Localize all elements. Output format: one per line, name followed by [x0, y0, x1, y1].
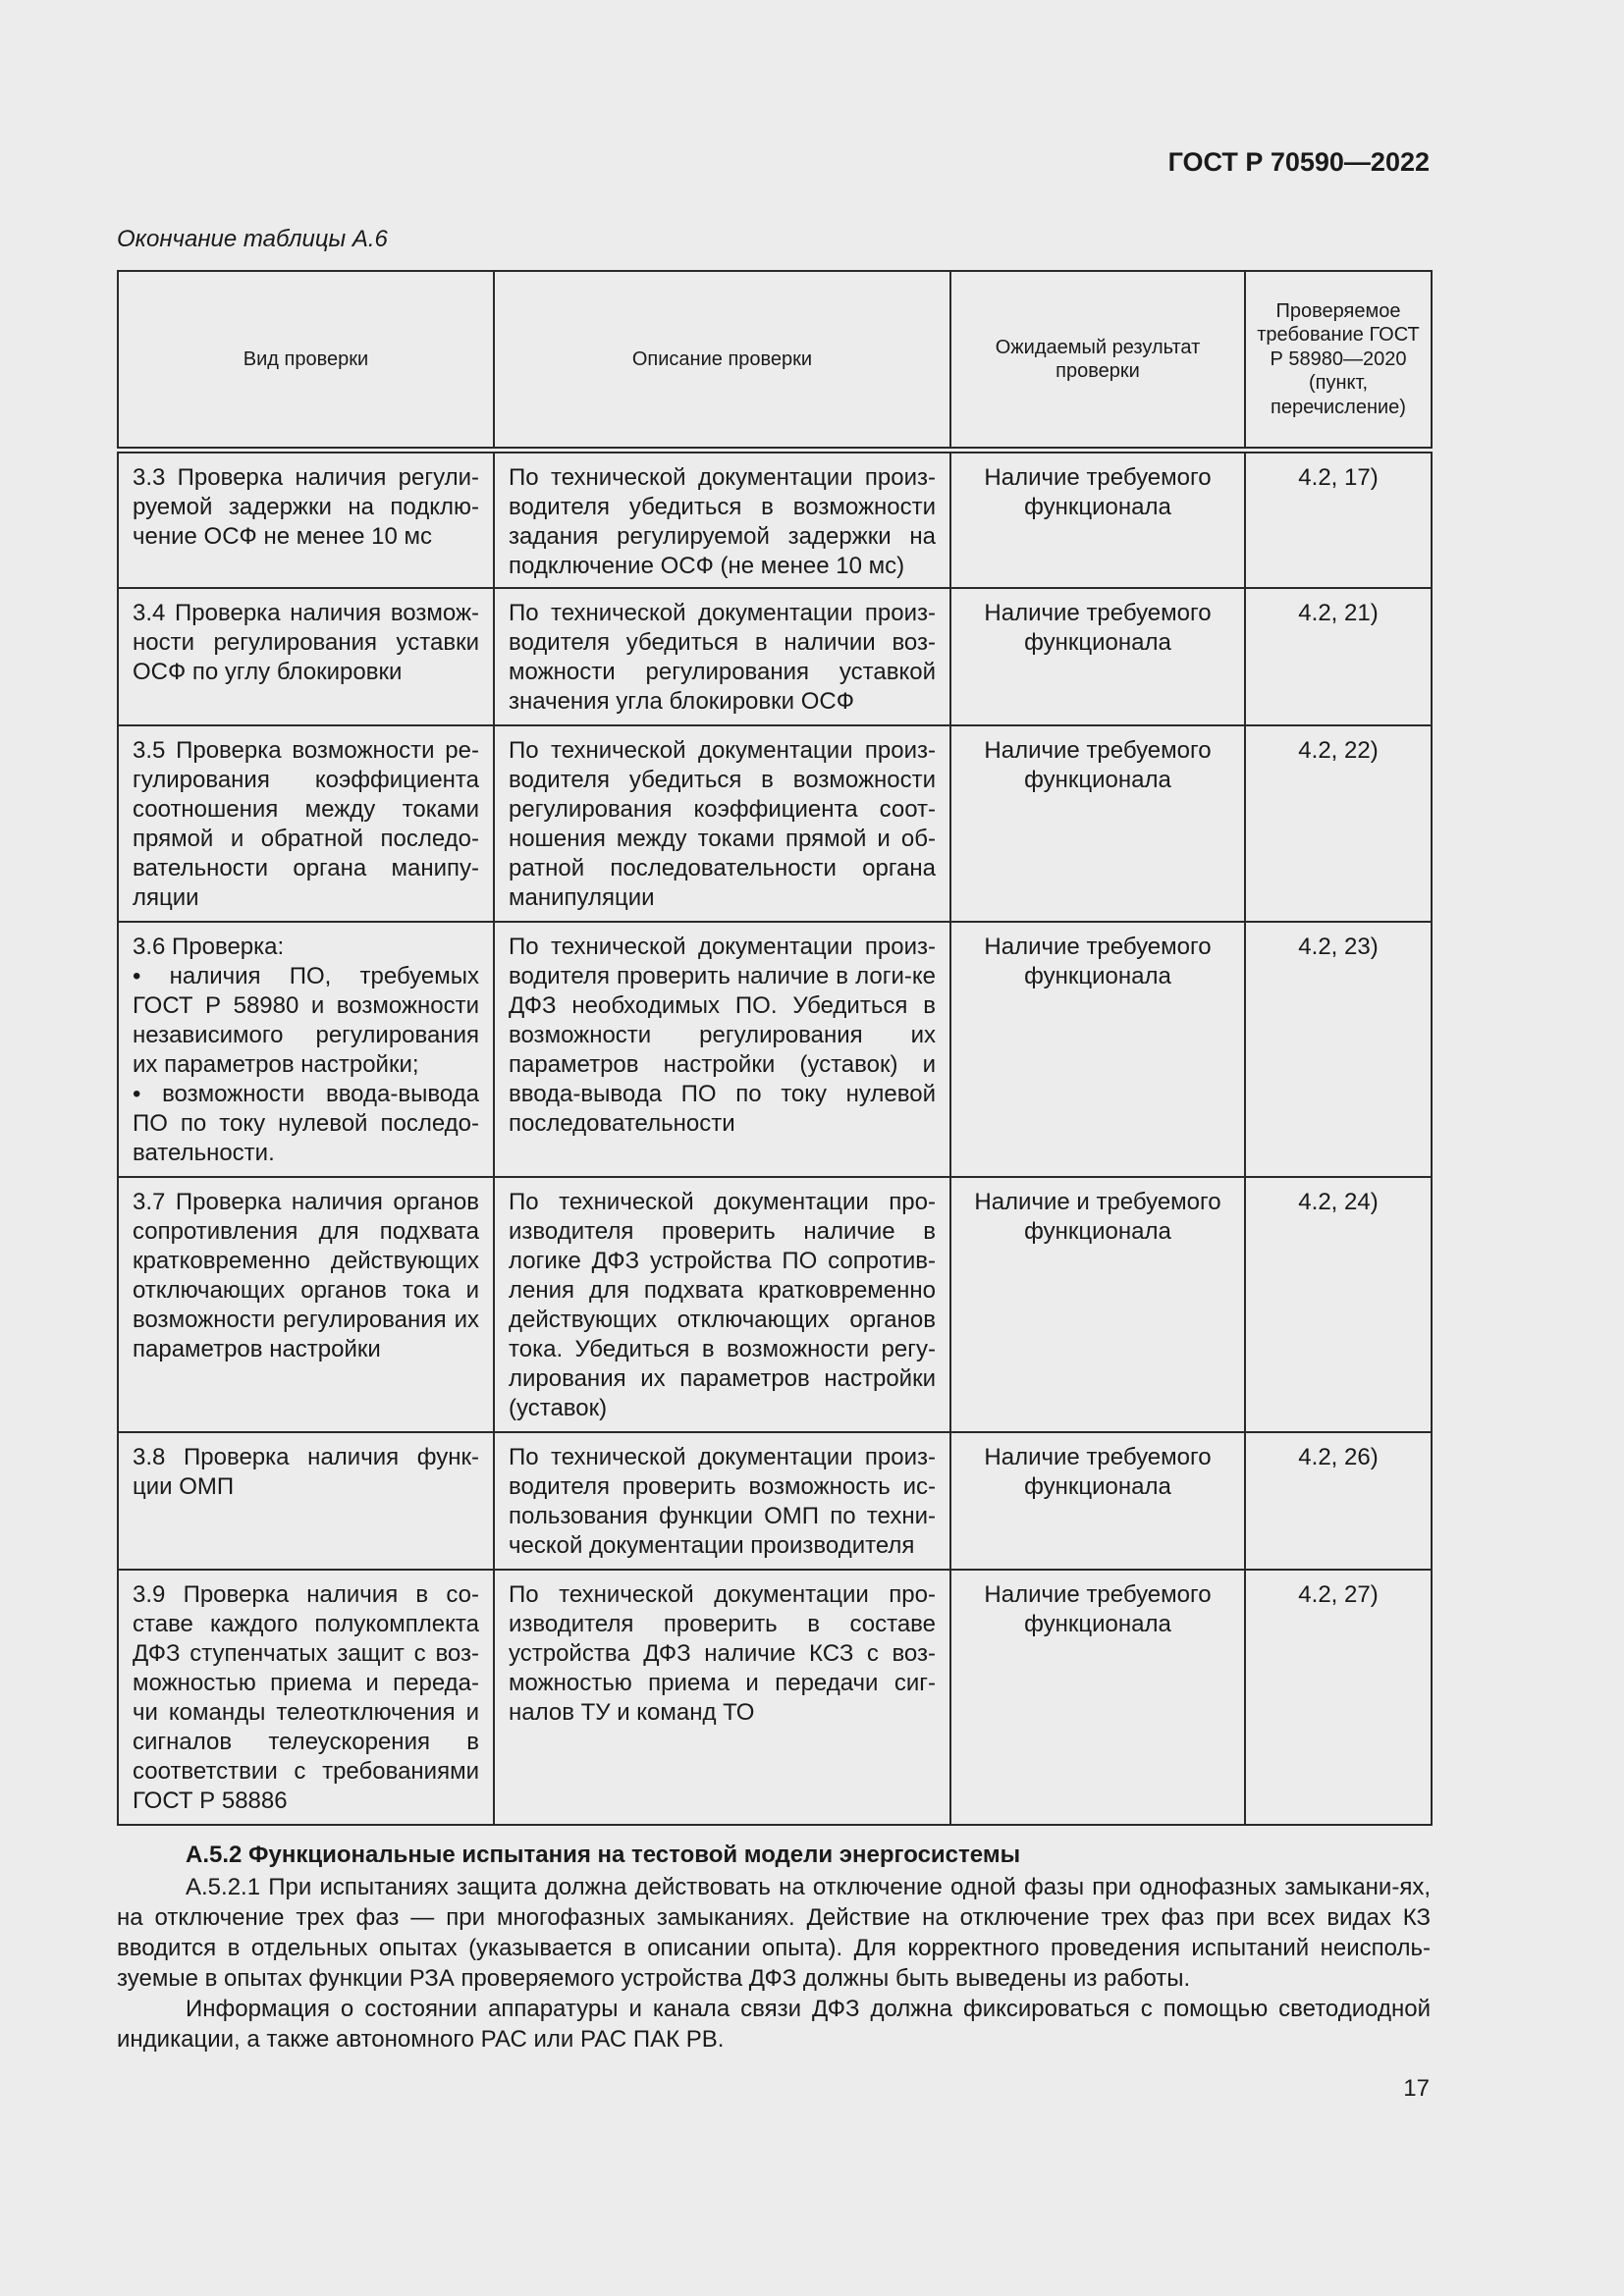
table-row — [118, 451, 1432, 589]
expected-result-cell: Наличие и требуемого функционала — [950, 1177, 1245, 1432]
check-type-cell: 3.6 Проверка: • наличия ПО, требуемых ГОСТ Р 58980 и возможности независимого регулирования их параметров настройки; • возможности ввода-вывода ПО по току нулевой последо-вательности. — [118, 922, 494, 1177]
table-row — [118, 588, 1432, 725]
expected-result-cell: Наличие требуемого функционала — [950, 1432, 1245, 1570]
table-row — [118, 725, 1432, 922]
check-description-cell: По технической документации про-изводителя проверить наличие в логике ДФЗ устройства ПО сопротив-ления для подхвата кратковременно действующих отключающих органов тока. Убедиться в возможности регу-лирования их параметров настройки (уставок) — [494, 1177, 950, 1432]
table-row — [118, 922, 1432, 1177]
column-header-description: Описание проверки — [494, 271, 950, 451]
requirement-cell: 4.2, 27) — [1245, 1570, 1432, 1825]
section-heading: А.5.2 Функциональные испытания на тестовой модели энергосистемы — [186, 1842, 1021, 1868]
check-description-cell: По технической документации произ-водителя убедиться в возможности регулирования коэффициента соот-ношения между токами прямой и об-ратной последовательности органа манипуляции — [494, 725, 950, 922]
requirement-cell: 4.2, 23) — [1245, 922, 1432, 1177]
requirement-cell: 4.2, 26) — [1245, 1432, 1432, 1570]
column-header-result: Ожидаемый результат проверки — [950, 271, 1245, 451]
column-header-requirement: Проверяемое требование ГОСТ Р 58980—2020 (пункт, перечисление) — [1245, 271, 1432, 451]
section-paragraph: Информация о состоянии аппаратуры и канала связи ДФЗ должна фиксироваться с помощью светодиодной индикации, а также автономного РАС или РАС ПАК РВ. — [117, 1996, 1431, 2053]
document-code: ГОСТ Р 70590—2022 — [1167, 147, 1430, 177]
check-type-cell: 3.5 Проверка возможности ре-гулирования коэффициента соотношения между токами прямой и обратной последо-вательности органа манипу-ляции — [118, 725, 494, 922]
requirement-cell: 4.2, 22) — [1245, 725, 1432, 922]
check-type-cell: 3.7 Проверка наличия органов сопротивления для подхвата кратковременно действующих отключающих органов тока и возможности регулирования их параметров настройки — [118, 1177, 494, 1432]
table-row — [118, 1570, 1432, 1825]
expected-result-cell: Наличие требуемого функционала — [950, 588, 1245, 725]
check-description-cell: По технической документации произ-водителя убедиться в возможности задания регулируемой задержки на подключение ОСФ (не менее 10 мс) — [494, 451, 950, 589]
check-type-cell: 3.4 Проверка наличия возмож-ности регулирования уставки ОСФ по углу блокировки — [118, 588, 494, 725]
table-header-row — [118, 271, 1432, 451]
requirement-cell: 4.2, 24) — [1245, 1177, 1432, 1432]
table-row — [118, 1177, 1432, 1432]
checks-table — [117, 270, 1433, 1826]
table-row — [118, 1432, 1432, 1570]
check-type-cell: 3.9 Проверка наличия в со-ставе каждого полукомплекта ДФЗ ступенчатых защит с воз-можностью приема и переда-чи команды телеотключения и сигналов телеускорения в соответствии с требованиями ГОСТ Р 58886 — [118, 1570, 494, 1825]
section-paragraph: А.5.2.1 При испытаниях защита должна действовать на отключение одной фазы при однофазных замыкани-ях, на отключение трех фаз — при многофазных замыканиях. Действие на отключение трех фаз при всех видах КЗ вводится в отдельных опытах (указывается в описании опыта). Для корректного проведения испытаний неисполь-зуемые в опытах функции РЗА проверяемого устройства ДФЗ должны быть выведены из работы. — [117, 1874, 1431, 1992]
check-description-cell: По технической документации произ-водителя убедиться в наличии воз-можности регулирования уставкой значения угла блокировки ОСФ — [494, 588, 950, 725]
column-header-type: Вид проверки — [118, 271, 494, 451]
page-number: 17 — [1403, 2075, 1430, 2102]
check-description-cell: По технической документации произ-водителя проверить возможность ис-пользования функции ОМП по техни-ческой документации производителя — [494, 1432, 950, 1570]
check-description-cell: По технической документации про-изводителя проверить в составе устройства ДФЗ наличие КСЗ с воз-можностью приема и передачи сиг-налов ТУ и команд ТО — [494, 1570, 950, 1825]
table-caption: Окончание таблицы А.6 — [117, 226, 388, 252]
check-type-cell: 3.3 Проверка наличия регули-руемой задержки на подклю-чение ОСФ не менее 10 мс — [118, 451, 494, 589]
expected-result-cell: Наличие требуемого функционала — [950, 451, 1245, 589]
expected-result-cell: Наличие требуемого функционала — [950, 1570, 1245, 1825]
requirement-cell: 4.2, 21) — [1245, 588, 1432, 725]
expected-result-cell: Наличие требуемого функционала — [950, 922, 1245, 1177]
requirement-cell: 4.2, 17) — [1245, 451, 1432, 589]
check-description-cell: По технической документации произ-водителя проверить наличие в логи-ке ДФЗ необходимых ПО. Убедиться в возможности регулирования их параметров настройки (уставок) и ввода-вывода ПО по току нулевой последовательности — [494, 922, 950, 1177]
check-type-cell: 3.8 Проверка наличия функ-ции ОМП — [118, 1432, 494, 1570]
expected-result-cell: Наличие требуемого функционала — [950, 725, 1245, 922]
